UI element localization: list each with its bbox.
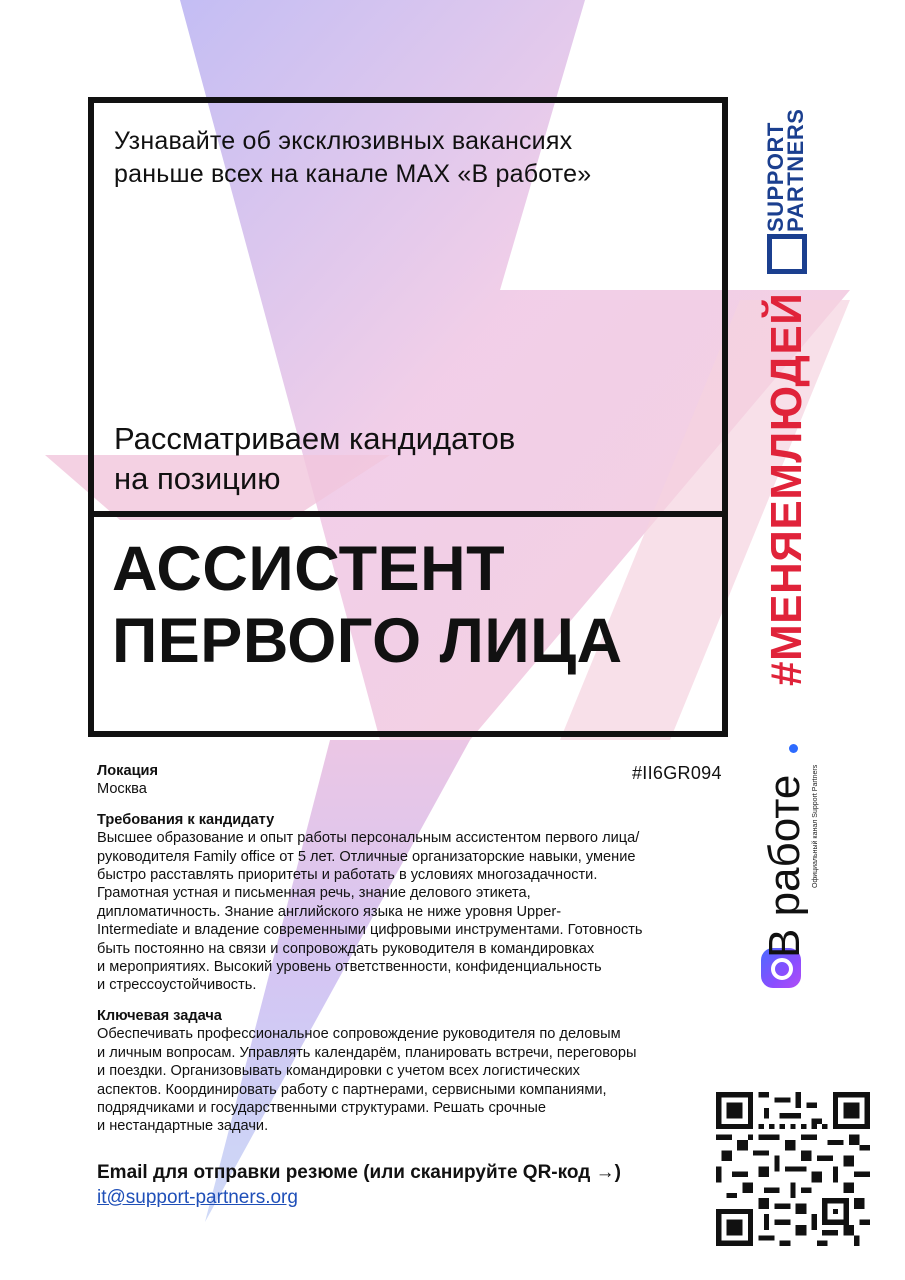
lead-line-1: Рассматриваем кандидатов <box>114 421 516 456</box>
key-task-line: аспектов. Координировать работу с партнерами, сервисными компаниями, <box>97 1081 607 1098</box>
frame-divider <box>94 511 722 517</box>
brand-line-2: PARTNERS <box>783 108 808 232</box>
location-block <box>97 762 707 799</box>
requirements-line: быстро расставлять приоритеты и работать в условиях многозадачности. <box>97 867 598 884</box>
qr-code[interactable] <box>716 1092 870 1246</box>
channel-intro <box>114 125 674 191</box>
requirements-line: руководителя Family office от 5 лет. Отличные организаторские навыки, умение <box>97 848 636 865</box>
channel-subtitle: Официальный канал Support Partners <box>812 764 819 888</box>
key-task-line: и личным вопросам. Управлять календарём, планировать встречи, переговоры <box>97 1044 637 1061</box>
location-heading: Локация <box>97 763 159 779</box>
location-value: Москва <box>97 781 147 798</box>
position-title-line-2: ПЕРВОГО ЛИЦА <box>112 606 623 676</box>
key-task-line: и нестандартные задачи. <box>97 1118 269 1135</box>
requirements-heading: Требования к кандидату <box>97 811 275 828</box>
requirements-line: дипломатичность. Знание английского языка не ниже уровня Upper- <box>97 903 562 920</box>
requirements-line: быть постоянно на связи и сопровождать руководителя в командировках <box>97 940 595 957</box>
key-task-line: Обеспечивать профессиональное сопровождение руководителя по деловым <box>97 1026 621 1043</box>
brand-line-1: SUPPORT <box>763 122 788 232</box>
email-link[interactable]: it@support-partners.org <box>97 1187 298 1208</box>
requirements-line: и стрессоустойчивость. <box>97 977 257 994</box>
key-task-line: и поездки. Организовывать командировки с учетом всех логистических <box>97 1063 580 1080</box>
intro-line-1: Узнавайте об эксклюзивных вакансиях <box>114 127 573 155</box>
hashtag: #МЕНЯЕМЛЮДЕЙ <box>762 292 811 686</box>
intro-line-2: раньше всех на канале MAX «В работе» <box>114 160 592 188</box>
brand-square-icon <box>767 234 807 274</box>
email-label: Email для отправки резюме (или сканируйте QR-код →) <box>97 1162 621 1183</box>
lead-line-2: на позицию <box>114 461 281 496</box>
key-task-line: подрядчиками и государственными структурами. Решать срочные <box>97 1099 546 1116</box>
position-title <box>112 533 722 677</box>
lead-text <box>114 419 674 499</box>
requirements-line: Intermediate и владение современными цифровыми инструментами. Готовность <box>97 922 643 939</box>
vacancy-code: #II6GR094 <box>632 763 722 783</box>
requirements-line: и мероприятиях. Высокий уровень ответственности, конфиденциальность <box>97 959 602 976</box>
requirements-line: Высшее образование и опыт работы персональным ассистентом первого лица/ <box>97 830 640 847</box>
channel-dot-icon <box>789 744 798 753</box>
vacancy-details <box>97 762 707 1148</box>
brand-name <box>763 108 808 232</box>
key-task-heading: Ключевая задача <box>97 1007 222 1024</box>
channel-name: В работе <box>760 774 809 958</box>
position-title-line-1: АССИСТЕНТ <box>112 534 506 604</box>
requirements-block <box>97 811 707 995</box>
requirements-line: Грамотная устная и письменная речь, знание делового этикета, <box>97 885 531 902</box>
headline-frame <box>88 97 728 737</box>
key-task-block <box>97 1007 707 1136</box>
